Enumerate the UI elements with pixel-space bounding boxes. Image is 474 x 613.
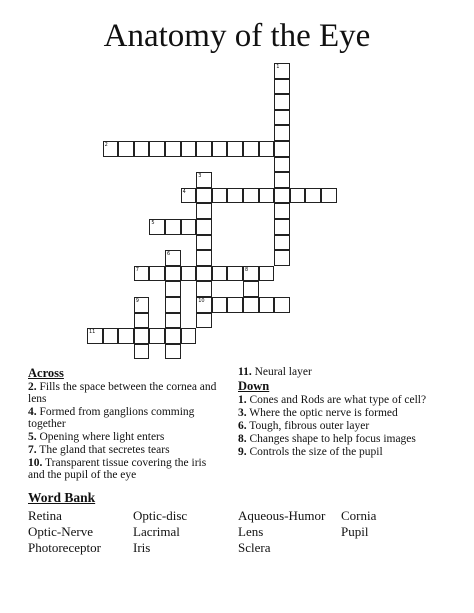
grid-cell[interactable] — [196, 281, 212, 297]
grid-cell[interactable] — [165, 328, 181, 344]
grid-cell[interactable] — [321, 188, 337, 204]
grid-cell[interactable] — [181, 141, 197, 157]
across-heading: Across — [28, 366, 64, 380]
grid-cell[interactable] — [134, 297, 150, 313]
grid-cell[interactable] — [274, 63, 290, 79]
grid-cell[interactable] — [212, 141, 228, 157]
grid-cell[interactable] — [290, 188, 306, 204]
grid-cell[interactable] — [274, 250, 290, 266]
clue-across-5: 5. Opening where light enters — [28, 431, 165, 443]
grid-cell[interactable] — [212, 188, 228, 204]
grid-cell[interactable] — [165, 281, 181, 297]
grid-cell[interactable] — [274, 203, 290, 219]
grid-cell[interactable] — [87, 328, 103, 344]
clue-across-7: 7. The gland that secretes tears — [28, 444, 170, 456]
grid-cell[interactable] — [274, 79, 290, 95]
page-title: Anatomy of the Eye — [103, 18, 371, 54]
word-bank-item: Cornia — [341, 508, 377, 523]
word-bank-item: Photoreceptor — [28, 540, 101, 555]
down-heading: Down — [238, 379, 270, 393]
word-bank-item: Optic-Nerve — [28, 524, 93, 539]
grid-cell[interactable] — [243, 266, 259, 282]
clue-across-2: 2. Fills the space between the cornea and lens — [28, 381, 217, 405]
grid-cell[interactable] — [274, 141, 290, 157]
grid-cell[interactable] — [259, 188, 275, 204]
grid-cell[interactable] — [118, 141, 134, 157]
grid-cell[interactable] — [274, 157, 290, 173]
grid-cell[interactable] — [196, 313, 212, 329]
grid-cell[interactable] — [134, 141, 150, 157]
grid-cell[interactable] — [274, 125, 290, 141]
grid-cell[interactable] — [274, 94, 290, 110]
grid-cell[interactable] — [259, 141, 275, 157]
word-bank-item: Pupil — [341, 524, 369, 539]
grid-cell[interactable] — [149, 141, 165, 157]
grid-cell[interactable] — [181, 188, 197, 204]
grid-cell[interactable] — [196, 203, 212, 219]
grid-cell[interactable] — [196, 297, 212, 313]
clue-number: 9 — [135, 298, 139, 304]
word-bank-item: Retina — [28, 508, 62, 523]
grid-cell[interactable] — [118, 328, 134, 344]
grid-cell[interactable] — [212, 266, 228, 282]
word-bank-heading: Word Bank — [28, 490, 96, 505]
grid-cell[interactable] — [196, 235, 212, 251]
grid-cell[interactable] — [196, 188, 212, 204]
grid-cell[interactable] — [134, 266, 150, 282]
grid-cell[interactable] — [181, 266, 197, 282]
grid-cell[interactable] — [196, 219, 212, 235]
clue-number: 6 — [167, 251, 171, 258]
grid-cell[interactable] — [134, 344, 150, 360]
grid-cell[interactable] — [181, 328, 197, 344]
grid-cell[interactable] — [259, 266, 275, 282]
grid-cell[interactable] — [227, 266, 243, 282]
grid-cell[interactable] — [149, 266, 165, 282]
grid-cell[interactable] — [227, 297, 243, 313]
clue-number: 7 — [135, 266, 139, 273]
grid-cell[interactable] — [181, 219, 197, 235]
clue-number: 5 — [151, 220, 155, 226]
grid-cell[interactable] — [274, 297, 290, 313]
clue-down-3: 3. Where the optic nerve is formed — [238, 407, 398, 419]
clue-down-1: 1. Cones and Rods are what type of cell? — [238, 394, 427, 406]
grid-cell[interactable] — [243, 281, 259, 297]
grid-cell[interactable] — [103, 141, 119, 157]
grid-cell[interactable] — [227, 188, 243, 204]
grid-cell[interactable] — [305, 188, 321, 204]
grid-cell[interactable] — [165, 313, 181, 329]
clue-number: 3 — [198, 173, 202, 180]
grid-cell[interactable] — [274, 235, 290, 251]
grid-cell[interactable] — [103, 328, 119, 344]
grid-cell[interactable] — [165, 297, 181, 313]
clue-number: 2 — [104, 142, 108, 148]
word-bank-item: Lens — [238, 524, 264, 539]
clue-across-10: 10. Transparent tissue covering the iris and the pupil of the eye — [28, 457, 207, 481]
clue-number: 11 — [89, 329, 96, 336]
grid-cell[interactable] — [196, 266, 212, 282]
grid-cell[interactable] — [274, 110, 290, 126]
grid-cell[interactable] — [165, 219, 181, 235]
clue-number: 10 — [198, 298, 205, 304]
grid-cell[interactable] — [274, 172, 290, 188]
grid-cell[interactable] — [196, 250, 212, 266]
clue-down-8: 8. Changes shape to help focus images — [238, 433, 416, 445]
grid-cell[interactable] — [165, 266, 181, 282]
grid-cell[interactable] — [212, 297, 228, 313]
word-bank-item: Aqueous-Humor — [238, 508, 326, 523]
grid-cell[interactable] — [259, 297, 275, 313]
clue-across-4: 4. Formed from ganglions comming together — [28, 406, 195, 430]
grid-cell[interactable] — [243, 141, 259, 157]
grid-cell[interactable] — [165, 141, 181, 157]
grid-cell[interactable] — [149, 219, 165, 235]
grid-cell[interactable] — [134, 328, 150, 344]
down-clues — [238, 366, 452, 459]
grid-cell[interactable] — [149, 328, 165, 344]
clue-across-11: 11. Neural layer — [238, 366, 312, 378]
clue-number: 8 — [245, 266, 249, 273]
grid-cell[interactable] — [274, 219, 290, 235]
grid-cell[interactable] — [243, 297, 259, 313]
grid-cell[interactable] — [243, 188, 259, 204]
grid-cell[interactable] — [165, 250, 181, 266]
clue-down-6: 6. Tough, fibrous outer layer — [238, 420, 370, 432]
clue-down-9: 9. Controls the size of the pupil — [238, 446, 383, 458]
word-bank-item: Lacrimal — [133, 524, 180, 539]
clue-number: 4 — [182, 188, 186, 195]
grid-cell[interactable] — [274, 188, 290, 204]
grid-cell[interactable] — [134, 313, 150, 329]
grid-cell[interactable] — [196, 141, 212, 157]
word-bank-item: Optic-disc — [133, 508, 188, 523]
grid-cell[interactable] — [165, 344, 181, 360]
word-bank-item: Sclera — [238, 540, 271, 555]
grid-cell[interactable] — [227, 141, 243, 157]
across-clues — [28, 366, 224, 482]
grid-cell[interactable] — [196, 172, 212, 188]
word-bank-item: Iris — [133, 540, 151, 555]
clue-number: 1 — [276, 64, 280, 70]
